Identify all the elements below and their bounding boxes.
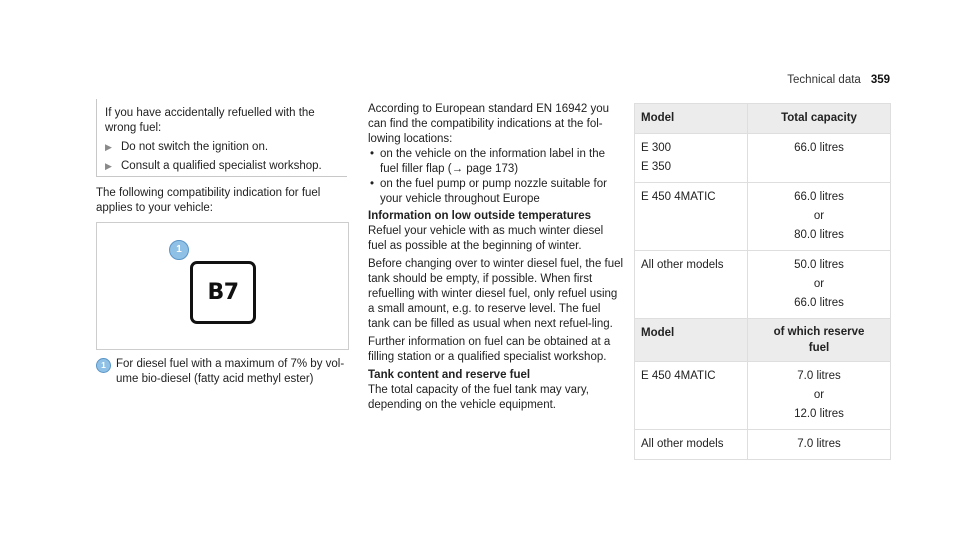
paragraph: Before changing over to winter diesel fuel, the fuel tank should be empty, if possible. When first refuelling with winter diesel fuel, only refuel using a small amount, e.g. to reserve level. The fuel tank can be filled as usual when next refuel-ling. [368,258,624,330]
value-cell: 66.0 litres [748,134,891,183]
bullet-icon: • [370,178,375,190]
warning-box [96,99,347,177]
list-item-text: on the fuel pump or pump nozzle suitable for your vehicle throughout Europe [380,178,607,205]
paragraph: Refuel your vehicle with as much winter diesel fuel as possible at the beginning of winter. [368,225,604,252]
table-row [635,251,891,319]
b7-fuel-label: B7 [190,261,256,324]
middle-column [368,102,624,413]
page-number: 359 [870,74,890,86]
value-cell: 66.0 litres or 80.0 litres [748,183,891,251]
step-item [105,159,345,174]
list-item-text: on the vehicle on the information label in the fuel filler flap (→ page 173) [380,148,606,175]
warning-intro: If you have accidentally refuelled with the wrong fuel: [105,107,315,134]
compatibility-text: The following compatibility indication for fuel applies to your vehicle: [96,187,321,214]
model-cell: All other models [635,251,748,319]
step-arrow-icon: ▶ [105,142,112,152]
table-row [635,362,891,430]
value-cell: 7.0 litres or 12.0 litres [748,362,891,430]
callout-badge: 1 [169,240,189,260]
heading-low-temperatures: Information on low outside temperatures [368,210,591,222]
figure-caption [96,357,356,385]
table-row [635,430,891,460]
step-item [105,140,345,155]
paragraph: The total capacity of the fuel tank may vary, depending on the vehicle equipment. [368,384,589,411]
model-cell: E 300 E 350 [635,134,748,183]
model-cell: E 450 4MATIC [635,362,748,430]
table-header-row [635,319,891,362]
column-header: of which reserve fuel [748,319,891,362]
section-title: Technical data [787,74,861,86]
running-head [787,73,890,88]
column-header: Model [635,104,748,134]
heading-tank-content: Tank content and reserve fuel [368,369,531,381]
paragraph: Further information on fuel can be obtained at a filling station or a qualified specialist workshop. [368,336,611,363]
bullet-icon: • [370,148,375,160]
model-cell: All other models [635,430,748,460]
value-cell: 7.0 litres [748,430,891,460]
list-item [368,177,624,207]
model-cell: E 450 4MATIC [635,183,748,251]
value-cell: 50.0 litres or 66.0 litres [748,251,891,319]
column-header: Model [635,319,748,362]
capacity-table [634,103,891,460]
fuel-label-figure [96,222,349,350]
table-row [635,183,891,251]
caption-number-badge: 1 [96,358,111,373]
standard-intro: According to European standard EN 16942 you can find the compatibility indications at the fol-lowing locations: [368,103,610,145]
column-header: Total capacity [748,104,891,134]
table-row [635,134,891,183]
step-text: Do not switch the ignition on. [121,141,269,153]
list-item [368,147,624,177]
caption-text: For diesel fuel with a maximum of 7% by vol-ume bio-diesel (fatty acid methyl ester) [116,358,345,385]
table-header-row [635,104,891,134]
step-arrow-icon: ▶ [105,161,112,171]
step-text: Consult a qualified specialist workshop. [121,160,322,172]
